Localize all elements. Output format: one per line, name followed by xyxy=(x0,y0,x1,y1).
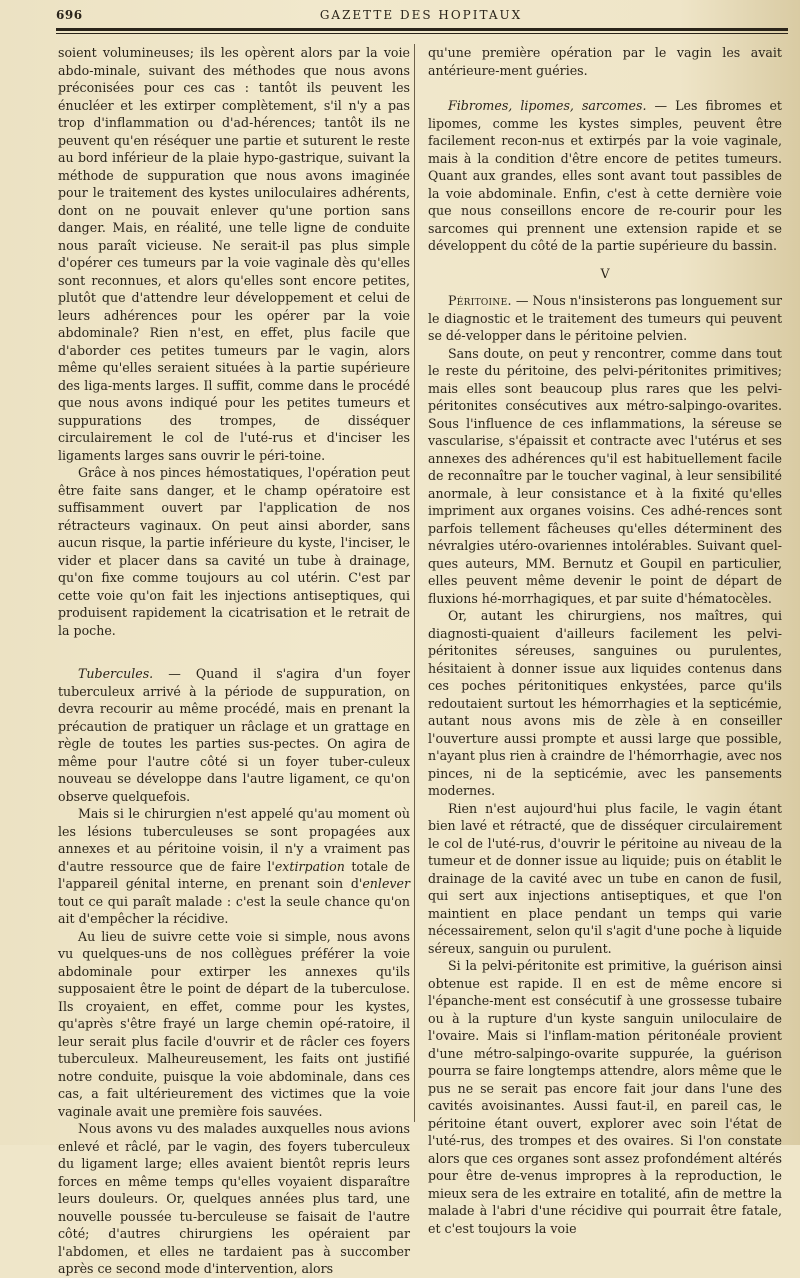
paragraph xyxy=(58,805,410,928)
header-rule-thick xyxy=(56,28,788,31)
section-number: V xyxy=(600,265,610,281)
paragraph xyxy=(428,292,782,345)
paragraph-gap xyxy=(428,79,782,97)
paragraph: Sans doute, on peut y rencontrer, comme dans tout le reste du péritoine, des pelvi-péritonites primitives; mais elles sont beaucoup plus rares que les pelvi-péritonites consécutives aux métro-salpingo-ovarites. Sous l'influence de ces inflammations, la séreuse se vascularise, s'épaissit et contracte avec l'utérus et ses annexes des adhérences qu'il est habituellement facile de reconnaître par le toucher vaginal, à leur sensibilité anormale, à leur consistance et à la fixité qu'elles impriment aux organes voisins. Ces adhé-rences sont parfois tellement fâcheuses qu'elles déterminent des névralgies utéro-ovariennes intolérables. Suivant quel-ques auteurs, MM. Bernutz et Goupil en particulier, elles peuvent même devenir le point de départ de fluxions hé-morrhagiques, et par suite d'hématocèles. xyxy=(428,345,782,606)
paragraph-lead: Tubercules. xyxy=(78,666,154,681)
paragraph-text: tout ce qui paraît malade : c'est la seule chance qu'on ait d'empêcher la récidive. xyxy=(58,893,410,926)
running-title: GAZETTE DES HOPITAUX xyxy=(319,8,523,22)
paragraph: Nous avons vu des malades auxquelles nous avions enlevé et râclé, par le vagin, des foyers tuberculeux du ligament large; elles avaient bientôt repris leurs forces en même temps qu'elles voyaient disparaître leurs douleurs. Or, quelques années plus tard, une nouvelle poussée tu-berculeuse se faisait de l'autre côté; d'autres chirurgiens les opéraient par l'abdomen, et elles ne tardaient pas à succomber après ce second mode d'intervention, alors xyxy=(58,1121,410,1276)
paragraph-gap xyxy=(58,639,410,665)
paragraph-text: — Nous n'insisterons pas longuement sur le diagnostic et le traitement des tumeurs qui peuvent se dé-velopper dans le péritoine pelvien. xyxy=(428,293,782,343)
emphasis: enlever xyxy=(362,876,410,891)
paragraph-text: totale de l'appareil génital interne, en prenant soin d' xyxy=(58,858,410,891)
page-number: 696 xyxy=(56,8,83,22)
paragraph: soient volumineuses; ils les opèrent alors par la voie abdo-minale, suivant des méthodes que nous avons préconisées pour ces cas : tantôt ils peuvent les énucléer et les extirper complètement, s'il n'y a pas trop d'inflammation ou d'ad-hérences; tantôt ils ne peuvent qu'en réséquer une partie et suturent le reste au bord inférieur de la plaie hypo-gastrique, suivant la méthode de suppuration que nous avons imaginée pour le traitement des kystes uniloculaires adhérents, dont on ne pouvait enlever qu'une portion sans danger. Mais, en réalité, une telle ligne de conduite nous paraît vicieuse. Ne serait-il pas plus simple d'opérer ces tumeurs par la voie vaginale dès qu'elles sont reconnues, et alors qu'elles sont encore petites, plutôt que d'attendre leur développement et celui de leurs adhérences pour les opérer par la voie abdominale? Rien n'est, en effet, plus facile que d'aborder ces petites tumeurs par le vagin, alors même qu'elles seraient situées à la partie supérieure des liga-ments larges. Il suffit, comme dans le procédé que nous avons indiqué pour les petites tumeurs et suppurations des trompes, de disséquer circulairement le col de l'uté-rus et d'inciser les ligaments larges sans ouvrir le péri-toine. xyxy=(58,45,410,463)
paragraph xyxy=(58,665,410,805)
header-rule-thin xyxy=(56,33,788,34)
paragraph-lead: Péritoine. xyxy=(448,293,512,308)
paragraph: Au lieu de suivre cette voie si simple, nous avons vu quelques-uns de nos collègues préférer la voie abdominale pour extirper les annexes qu'ils supposaient être le point de départ de la tuberculose. Ils croyaient, en effet, comme pour les kystes, qu'après s'être frayé un large chemin opé-ratoire, il leur serait plus facile d'ouvrir et de râcler ces foyers tuberculeux. Malheureusement, les faits ont justifié notre conduite, puisque la voie abdominale, dans ces cas, a fait ultérieurement des victimes que la voie vaginale avait une première fois sauvées. xyxy=(58,928,410,1119)
emphasis: extirpation xyxy=(274,858,345,874)
page-header xyxy=(56,6,786,30)
column-divider xyxy=(414,44,415,1122)
paragraph: Grâce à nos pinces hémostatiques, l'opération peut être faite sans danger, et le champ opératoire est suffisamment ouvert par l'application de nos rétracteurs vaginaux. On peut ainsi aborder, sans aucun risque, la partie inférieure du kyste, l'inciser, le vider et placer dans sa cavité un tube à drainage, qu'on fixe comme toujours au col utérin. C'est par cette voie qu'on fait les injections antiseptiques, qui produisent rapidement la cicatrisation et le retrait de la poche. xyxy=(58,465,410,638)
left-column xyxy=(58,44,410,1278)
paragraph-text: — Les fibromes et lipomes, comme les kystes simples, peuvent être facilement recon-nus et extirpés par la voie vaginale, mais à la condition d'être encore de petites tumeurs. Quant aux grandes, elles sont avant tout passibles de la voie abdominale. Enfin, c'est à cette dernière voie que nous conseillons encore de re-courir pour les sarcomes qui prennent une extension rapide et se développent du côté de la partie supérieure du bassin. xyxy=(428,98,782,253)
right-column xyxy=(428,44,782,1237)
paragraph-text: — Quand il s'agira d'un foyer tuberculeux arrivé à la période de suppuration, on devra recourir au même procédé, mais en prenant la précaution de pratiquer un râclage et un grattage en règle de toutes les parties sus-pectes. On agira de même pour l'autre côté si un foyer tuber-culeux nouveau se développe dans l'autre ligament, ce qu'on observe quelquefois. xyxy=(58,666,410,804)
paragraph: Si la pelvi-péritonite est primitive, la guérison ainsi obtenue est rapide. Il en est de même encore si l'épanche-ment est consécutif à une grossesse tubaire ou à la rupture d'un kyste sanguin uniloculaire de l'ovaire. Mais si l'inflam-mation péritonéale provient d'une métro-salpingo-ovarite suppurée, la guérison pourra se faire longtemps attendre, alors même que le pus ne se serait pas encore fait jour dans l'une des cavités avoisinantes. Aussi faut-il, en pareil cas, le péritoine étant ouvert, explorer avec soin l'état de l'uté-rus, des trompes et des ovaires. Si l'on constate alors que ces organes sont assez profondément altérés pour être de-venus impropres à la reproduction, le mieux sera de les extraire en totalité, afin de mettre la malade à l'abri d'une récidive qui pourrait être fatale, et c'est toujours la voie xyxy=(428,958,782,1236)
paragraph-lead: Fibromes, lipomes, sarcomes. xyxy=(448,98,647,113)
paragraph: Rien n'est aujourd'hui plus facile, le vagin étant bien lavé et rétracté, que de disséquer circulairement le col de l'uté-rus, d'ouvrir le péritoine au niveau de la tumeur et de donner issue au liquide; puis on établit le drainage de la cavité avec un tube en canon de fusil, qui sert aux injections antiseptiques, et que l'on maintient en place pendant un temps qui varie nécessairement, selon qu'il s'agit d'une poche à liquide séreux, sanguin ou purulent. xyxy=(428,800,782,956)
paragraph xyxy=(428,97,782,255)
paragraph: qu'une première opération par le vagin les avait antérieure-ment guéries. xyxy=(428,45,782,78)
paragraph-text: Mais si le chirurgien n'est appelé qu'au moment où les lésions tuberculeuses se sont propagées aux annexes et au péritoine voisin, il n'y a vraiment pas d'autre ressource que de faire l' xyxy=(58,806,410,874)
paragraph: Or, autant les chirurgiens, nos maîtres, qui diagnosti-quaient d'ailleurs facilement les pelvi-péritonites séreuses, sanguines ou purulentes, hésitaient à donner issue aux liquides contenus dans ces poches péritonitiques enkystées, parce qu'ils redoutaient surtout les hémorrhagies et la septicémie, autant nous avons mis de zèle à en conseiller l'ouverture aussi prompte et aussi large que possible, n'ayant plus rien à craindre de l'hémorrhagie, avec nos pinces, ni de la septicémie, avec les pansements modernes. xyxy=(428,608,782,798)
